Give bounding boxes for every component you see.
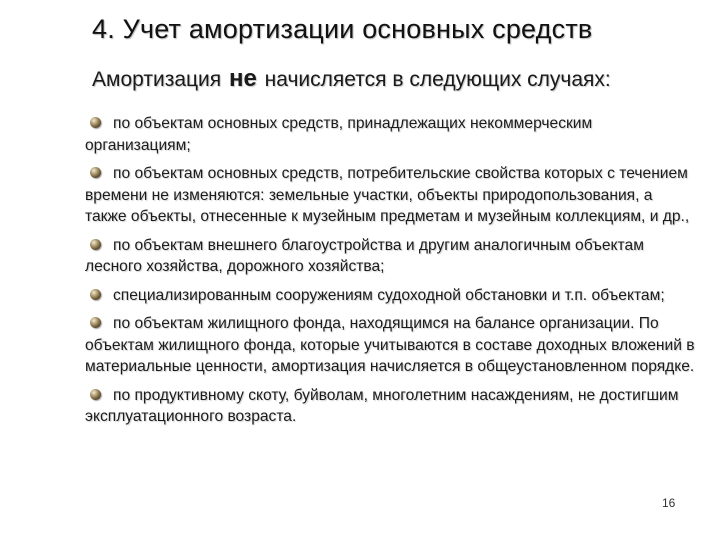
list-item	[85, 163, 695, 228]
sphere-bullet-icon	[90, 289, 101, 300]
subtitle-lead: Амортизация	[92, 68, 222, 91]
list-item-text: по объектам основных средств, потребительские свойства которых с течением времени не изменяются: земельные участки, объекты природопользования, а также объекты, отнесенные к музейным предметам и музейным коллекциям, и др.,	[85, 165, 690, 225]
list-item-text: по продуктивному скоту, буйволам, многолетним насаждениям, не достигшим эксплуатационного возраста.	[85, 386, 679, 425]
case-list	[85, 113, 695, 435]
list-item-text: специализированным сооружениям судоходной обстановки и т.п. объектам;	[113, 286, 665, 304]
list-item	[85, 235, 695, 278]
sphere-bullet-icon	[90, 117, 101, 128]
list-item-text: по объектам жилищного фонда, находящимся на балансе организации. По объектам жилищного фонда, которые учитываются в составе доходных вложений в материальные ценности, амортизация начисляется в общеустановленном порядке.	[85, 315, 695, 375]
list-item-text: по объектам основных средств, принадлежащих некоммерческим организациям;	[85, 115, 593, 154]
sphere-bullet-icon	[90, 317, 101, 328]
list-item	[85, 113, 695, 156]
subtitle-tail: начисляется в следующих случаях:	[264, 68, 611, 91]
list-item-text: по объектам внешнего благоустройства и другим аналогичным объектам лесного хозяйства, дорожного хозяйства;	[85, 236, 644, 275]
subtitle-emphasis: не	[228, 65, 257, 92]
sphere-bullet-icon	[90, 389, 101, 400]
sphere-bullet-icon	[90, 167, 101, 178]
slide-title: 4. Учет амортизации основных средств	[92, 14, 593, 44]
list-item	[85, 313, 695, 378]
page-number: 16	[662, 496, 676, 510]
list-item	[85, 385, 695, 428]
list-item	[85, 285, 695, 307]
slide-subtitle	[92, 65, 611, 93]
sphere-bullet-icon	[90, 239, 101, 250]
